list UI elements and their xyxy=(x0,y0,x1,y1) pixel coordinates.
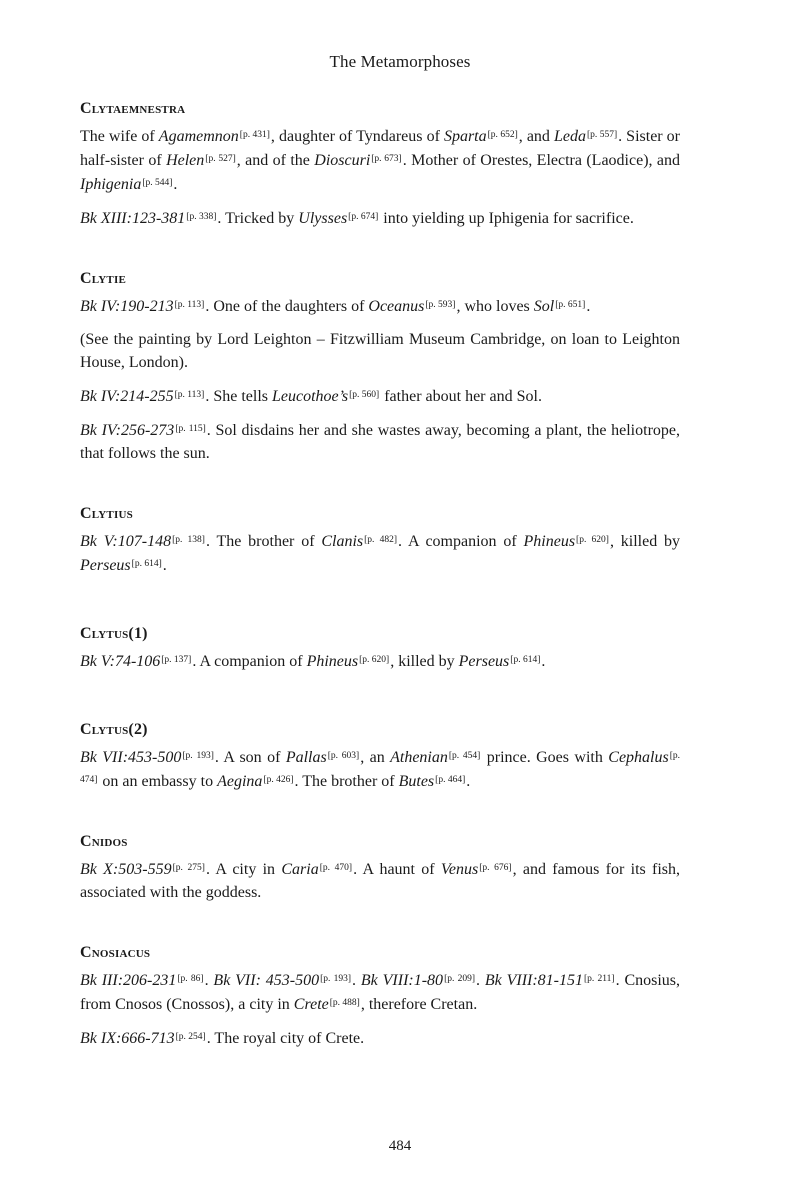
link-phineus[interactable]: Phineus xyxy=(306,653,359,670)
page-ref[interactable]: [p. 426] xyxy=(263,775,294,785)
page-ref[interactable]: [p. 676] xyxy=(479,863,512,873)
text: , and xyxy=(518,128,554,145)
page-ref[interactable]: [p. 557] xyxy=(586,130,618,140)
book-ref-link[interactable]: Bk IX:666-713 xyxy=(80,1030,175,1047)
link-athenian[interactable]: Athenian xyxy=(390,749,448,766)
book-ref-link[interactable]: Bk V:74-106 xyxy=(80,653,161,670)
page-ref[interactable]: [p. 193] xyxy=(320,974,352,984)
entry-paragraph xyxy=(80,1026,680,1050)
text: . xyxy=(466,773,471,790)
link-leucothoe[interactable]: Leucothoe’s xyxy=(272,388,349,405)
text: into yielding up Iphigenia for sacrifice. xyxy=(379,210,634,227)
book-ref-link[interactable]: Bk VII:453-500 xyxy=(80,749,182,766)
page-ref[interactable]: [p. 620] xyxy=(359,655,390,665)
text: The wife of xyxy=(80,128,159,145)
headword: Clytus(2) xyxy=(80,721,148,738)
entry-clytus-1 xyxy=(80,625,680,673)
text: . xyxy=(204,972,214,989)
text: , therefore Cretan. xyxy=(360,996,478,1013)
link-phineus[interactable]: Phineus xyxy=(523,533,576,550)
book-ref-link[interactable]: Bk VII: 453-500 xyxy=(213,972,320,989)
page-ref[interactable]: [p. 211] xyxy=(584,974,615,984)
page-ref[interactable]: [p. 113] xyxy=(174,300,205,310)
entry-paragraph xyxy=(80,124,680,196)
link-crete[interactable]: Crete xyxy=(293,996,329,1013)
running-head: The Metamorphoses xyxy=(329,52,471,71)
text: , an xyxy=(360,749,391,766)
text: . The brother of xyxy=(294,773,399,790)
book-ref-link[interactable]: Bk V:107-148 xyxy=(80,533,172,550)
headword: Clytus(1) xyxy=(80,625,148,642)
entry-cnosiacus xyxy=(80,944,680,1050)
link-butes[interactable]: Butes xyxy=(398,773,435,790)
page-ref[interactable]: [p. 673] xyxy=(371,154,402,164)
entry-cnidos xyxy=(80,833,680,904)
text: . Cnosius, from Cnosos (Cnossos), a city in xyxy=(80,972,681,1013)
entry-clytie xyxy=(80,270,680,465)
entry-paragraph xyxy=(80,649,680,673)
page-ref[interactable]: [p. 113] xyxy=(174,390,205,400)
page-ref[interactable]: [p. 138] xyxy=(172,535,205,545)
link-sol[interactable]: Sol xyxy=(533,298,555,315)
text: . A haunt of xyxy=(353,861,441,878)
page-ref[interactable]: [p. 137] xyxy=(161,655,192,665)
page-ref[interactable]: [p. 86] xyxy=(177,974,204,984)
book-ref-link[interactable]: Bk IV:256-273 xyxy=(80,422,175,439)
page-ref[interactable]: [p. 474] xyxy=(80,751,681,785)
page-ref[interactable]: [p. 614] xyxy=(510,655,541,665)
link-caria[interactable]: Caria xyxy=(281,861,319,878)
book-ref-link[interactable]: Bk IV:214-255 xyxy=(80,388,174,405)
page-ref[interactable]: [p. 560] xyxy=(349,390,380,400)
link-oceanus[interactable]: Oceanus xyxy=(368,298,425,315)
text: . xyxy=(173,176,178,193)
entry-paragraph xyxy=(80,745,680,793)
text: on an embassy to xyxy=(98,773,218,790)
link-sparta[interactable]: Sparta xyxy=(443,128,487,145)
book-ref-link[interactable]: Bk III:206-231 xyxy=(80,972,177,989)
link-iphigenia[interactable]: Iphigenia xyxy=(80,176,142,193)
link-pallas[interactable]: Pallas xyxy=(285,749,327,766)
page-ref[interactable]: [p. 652] xyxy=(487,130,518,140)
text: . Sister or half-sister of xyxy=(80,128,681,169)
glossary-content xyxy=(80,100,680,1060)
text: prince. Goes with xyxy=(481,749,609,766)
entry-paragraph xyxy=(80,384,680,408)
page-number: 484 xyxy=(388,1138,412,1154)
page-ref[interactable]: [p. 470] xyxy=(319,863,353,873)
text: . The brother of xyxy=(205,533,322,550)
page-ref[interactable]: [p. 193] xyxy=(182,751,214,761)
text: , daughter of Tyndareus of xyxy=(270,128,444,145)
book-ref-link[interactable]: Bk IV:190-213 xyxy=(80,298,174,315)
page-ref[interactable]: [p. 115] xyxy=(175,424,206,434)
text: . A companion of xyxy=(192,653,307,670)
page-ref[interactable]: [p. 603] xyxy=(327,751,360,761)
book-ref-link[interactable]: Bk VIII:1-80 xyxy=(360,972,444,989)
entry-clytus-2 xyxy=(80,721,680,793)
text: father about her and Sol. xyxy=(380,388,542,405)
text: . One of the daughters of xyxy=(205,298,369,315)
link-dioscuri[interactable]: Dioscuri xyxy=(314,152,371,169)
text: . Mother of Orestes, Electra (Laodice), and xyxy=(402,152,681,169)
entry-paragraph xyxy=(80,529,680,577)
entry-paragraph xyxy=(80,968,680,1016)
text: . The royal city of Crete. xyxy=(206,1030,365,1047)
headword: Clytaemnestra xyxy=(80,100,186,117)
link-perseus[interactable]: Perseus xyxy=(80,557,131,574)
text: . xyxy=(586,298,591,315)
text: . xyxy=(352,972,361,989)
link-clanis[interactable]: Clanis xyxy=(321,533,364,550)
text: . xyxy=(476,972,485,989)
page-ref[interactable]: [p. 275] xyxy=(172,863,205,873)
page-ref[interactable]: [p. 620] xyxy=(576,535,609,545)
entry-paragraph: (See the painting by Lord Leighton – Fitzwilliam Museum Cambridge, on loan to Leighton House, London). xyxy=(80,331,680,371)
text: , killed by xyxy=(390,653,459,670)
entry-paragraph xyxy=(80,294,680,318)
page-ref[interactable]: [p. 674] xyxy=(348,212,379,222)
entry-clytaemnestra xyxy=(80,100,680,230)
text: , who loves xyxy=(456,298,534,315)
page-ref[interactable]: [p. 593] xyxy=(425,300,456,310)
text: . Tricked by xyxy=(217,210,299,227)
text: . Sol disdains her and she wastes away, becoming a plant, the heliotrope, that follows the sun. xyxy=(80,422,681,462)
page-ref[interactable]: [p. 614] xyxy=(131,559,162,569)
text: . xyxy=(541,653,546,670)
text: . A son of xyxy=(214,749,286,766)
headword: Clytie xyxy=(80,270,126,287)
text: . A city in xyxy=(205,861,282,878)
entry-paragraph xyxy=(80,418,680,465)
link-ulysses[interactable]: Ulysses xyxy=(298,210,348,227)
link-perseus[interactable]: Perseus xyxy=(458,653,510,670)
page-ref[interactable]: [p. 527] xyxy=(205,154,236,164)
entry-clytius xyxy=(80,505,680,577)
text: , and of the xyxy=(236,152,315,169)
text: . A companion of xyxy=(398,533,524,550)
entry-paragraph xyxy=(80,857,680,904)
page-ref[interactable]: [p. 488] xyxy=(329,998,360,1008)
link-agamemnon[interactable]: Agamemnon xyxy=(158,128,239,145)
page-ref[interactable]: [p. 464] xyxy=(435,775,466,785)
page-ref[interactable]: [p. 431] xyxy=(239,130,270,140)
book-ref-link[interactable]: Bk XIII:123-381 xyxy=(80,210,186,227)
book-ref-link[interactable]: Bk VIII:81-151 xyxy=(484,972,584,989)
text: , and famous for its fish, associated with the goddess. xyxy=(80,861,681,901)
page-ref[interactable]: [p. 482] xyxy=(364,535,398,545)
link-leda[interactable]: Leda xyxy=(553,128,586,145)
page-ref[interactable]: [p. 254] xyxy=(175,1032,206,1042)
link-venus[interactable]: Venus xyxy=(440,861,479,878)
text: . She tells xyxy=(205,388,272,405)
headword: Clytius xyxy=(80,505,133,522)
text: , killed by xyxy=(609,533,680,550)
headword: Cnosiacus xyxy=(80,944,151,961)
link-cephalus[interactable]: Cephalus xyxy=(608,749,669,766)
text: . xyxy=(162,557,167,574)
page-ref[interactable]: [p. 454] xyxy=(448,751,481,761)
book-ref-link[interactable]: Bk X:503-559 xyxy=(80,861,172,878)
page-ref[interactable]: [p. 209] xyxy=(444,974,475,984)
page-ref[interactable]: [p. 544] xyxy=(142,178,173,188)
entry-paragraph xyxy=(80,206,680,230)
page-ref[interactable]: [p. 651] xyxy=(555,300,586,310)
page-ref[interactable]: [p. 338] xyxy=(186,212,217,222)
headword: Cnidos xyxy=(80,833,128,850)
link-aegina[interactable]: Aegina xyxy=(217,773,263,790)
link-helen[interactable]: Helen xyxy=(166,152,205,169)
